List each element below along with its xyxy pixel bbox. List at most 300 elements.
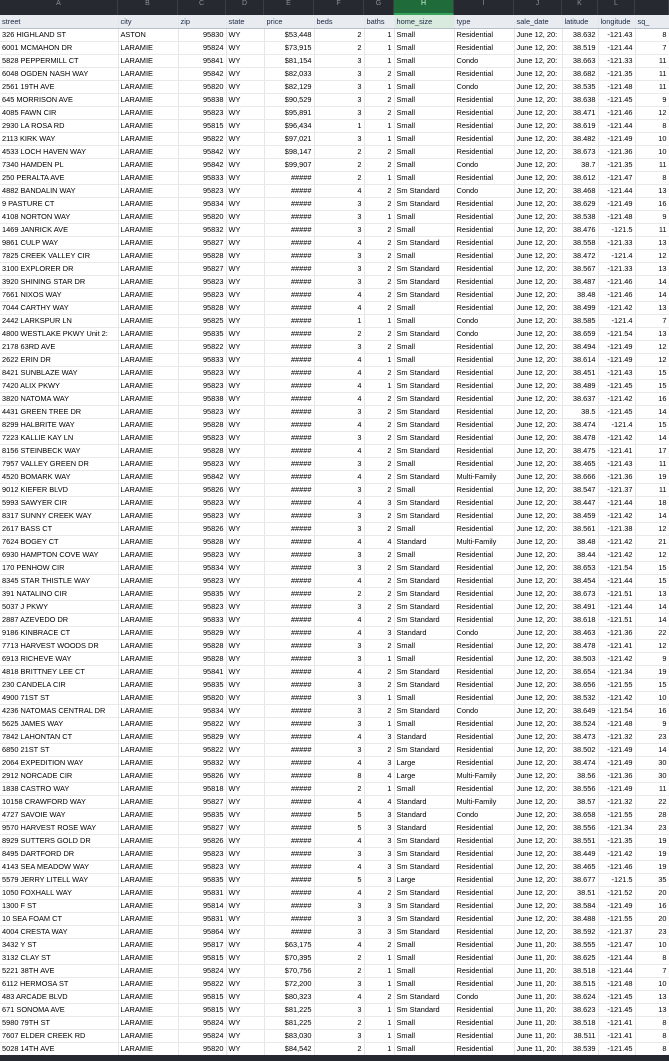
cell-home-size[interactable]: Sm Standard	[394, 392, 454, 405]
cell-zip[interactable]: 95824	[178, 1016, 226, 1029]
cell-street[interactable]: 4085 FAWN CIR	[0, 106, 118, 119]
cell-beds[interactable]: 2	[314, 28, 364, 41]
cell-baths[interactable]: 1	[364, 1016, 394, 1029]
cell-city[interactable]: LARAMIE	[118, 522, 178, 535]
cell-sale-date[interactable]: June 12, 20:	[514, 561, 562, 574]
cell-baths[interactable]: 1	[364, 28, 394, 41]
cell-zip[interactable]: 95831	[178, 886, 226, 899]
cell-type[interactable]: Condo	[454, 808, 514, 821]
cell-price[interactable]: $81,225	[264, 1016, 314, 1029]
cell-latitude[interactable]: 38.56	[562, 769, 598, 782]
cell-price[interactable]: #####	[264, 522, 314, 535]
cell-price[interactable]: $81,154	[264, 54, 314, 67]
cell-city[interactable]: LARAMIE	[118, 613, 178, 626]
cell-home-size[interactable]: Small	[394, 158, 454, 171]
cell-latitude[interactable]: 38.567	[562, 262, 598, 275]
cell-price[interactable]: #####	[264, 626, 314, 639]
cell-state[interactable]: WY	[226, 925, 264, 938]
cell-sale-date[interactable]: June 11, 20:	[514, 1016, 562, 1029]
header-cell-sale-date[interactable]: sale_date	[514, 15, 562, 28]
cell-sale-date[interactable]: June 12, 20:	[514, 106, 562, 119]
cell-street[interactable]: 2930 LA ROSA RD	[0, 119, 118, 132]
cell-latitude[interactable]: 38.682	[562, 67, 598, 80]
cell-sq-[interactable]: 12	[635, 522, 669, 535]
cell-price[interactable]: $97,021	[264, 132, 314, 145]
cell-zip[interactable]: 95823	[178, 275, 226, 288]
cell-type[interactable]: Condo	[454, 704, 514, 717]
cell-type[interactable]: Condo	[454, 314, 514, 327]
cell-street[interactable]: 8345 STAR THISTLE WAY	[0, 574, 118, 587]
cell-sale-date[interactable]: June 12, 20:	[514, 860, 562, 873]
cell-sale-date[interactable]: June 11, 20:	[514, 964, 562, 977]
cell-sale-date[interactable]: June 12, 20:	[514, 522, 562, 535]
cell-zip[interactable]: 95835	[178, 678, 226, 691]
cell-street[interactable]: 7420 ALIX PKWY	[0, 379, 118, 392]
cell-zip[interactable]: 95815	[178, 119, 226, 132]
column-letter-a[interactable]: A	[0, 0, 118, 15]
cell-latitude[interactable]: 38.558	[562, 236, 598, 249]
cell-type[interactable]: Multi-Family	[454, 470, 514, 483]
cell-latitude[interactable]: 38.502	[562, 743, 598, 756]
cell-longitude[interactable]: -121.4	[598, 314, 635, 327]
cell-city[interactable]: LARAMIE	[118, 301, 178, 314]
cell-type[interactable]: Residential	[454, 275, 514, 288]
cell-price[interactable]: #####	[264, 431, 314, 444]
column-letter-k[interactable]: K	[562, 0, 598, 15]
cell-city[interactable]: LARAMIE	[118, 639, 178, 652]
cell-state[interactable]: WY	[226, 548, 264, 561]
cell-home-size[interactable]: Sm Standard	[394, 899, 454, 912]
cell-beds[interactable]: 5	[314, 873, 364, 886]
cell-city[interactable]: LARAMIE	[118, 197, 178, 210]
cell-state[interactable]: WY	[226, 184, 264, 197]
cell-type[interactable]: Residential	[454, 951, 514, 964]
cell-state[interactable]: WY	[226, 223, 264, 236]
cell-street[interactable]: 8929 SUTTERS GOLD DR	[0, 834, 118, 847]
cell-state[interactable]: WY	[226, 431, 264, 444]
cell-sale-date[interactable]: June 12, 20:	[514, 613, 562, 626]
cell-state[interactable]: WY	[226, 626, 264, 639]
cell-home-size[interactable]: Sm Standard	[394, 574, 454, 587]
column-letter-overflow[interactable]	[635, 0, 669, 15]
cell-sq-[interactable]: 35	[635, 873, 669, 886]
cell-beds[interactable]: 2	[314, 587, 364, 600]
cell-city[interactable]: LARAMIE	[118, 54, 178, 67]
cell-beds[interactable]: 4	[314, 535, 364, 548]
cell-city[interactable]: LARAMIE	[118, 431, 178, 444]
cell-type[interactable]: Residential	[454, 509, 514, 522]
cell-state[interactable]: WY	[226, 366, 264, 379]
cell-sq-[interactable]: 12	[635, 340, 669, 353]
cell-baths[interactable]: 2	[364, 418, 394, 431]
cell-zip[interactable]: 95833	[178, 613, 226, 626]
cell-sale-date[interactable]: June 12, 20:	[514, 756, 562, 769]
cell-home-size[interactable]: Small	[394, 132, 454, 145]
cell-longitude[interactable]: -121.33	[598, 54, 635, 67]
cell-zip[interactable]: 95838	[178, 392, 226, 405]
cell-longitude[interactable]: -121.42	[598, 392, 635, 405]
cell-sale-date[interactable]: June 12, 20:	[514, 54, 562, 67]
cell-sale-date[interactable]: June 12, 20:	[514, 353, 562, 366]
cell-zip[interactable]: 95828	[178, 535, 226, 548]
cell-sale-date[interactable]: June 12, 20:	[514, 574, 562, 587]
cell-street[interactable]: 7223 KALLIE KAY LN	[0, 431, 118, 444]
cell-home-size[interactable]: Sm Standard	[394, 912, 454, 925]
cell-baths[interactable]: 2	[364, 509, 394, 522]
cell-price[interactable]: #####	[264, 756, 314, 769]
cell-sale-date[interactable]: June 12, 20:	[514, 223, 562, 236]
cell-baths[interactable]: 2	[364, 483, 394, 496]
cell-street[interactable]: 5625 JAMES WAY	[0, 717, 118, 730]
cell-longitude[interactable]: -121.44	[598, 41, 635, 54]
cell-sale-date[interactable]: June 12, 20:	[514, 197, 562, 210]
cell-latitude[interactable]: 38.472	[562, 249, 598, 262]
cell-sale-date[interactable]: June 12, 20:	[514, 236, 562, 249]
cell-longitude[interactable]: -121.43	[598, 366, 635, 379]
cell-zip[interactable]: 95823	[178, 366, 226, 379]
cell-type[interactable]: Condo	[454, 626, 514, 639]
cell-sq-[interactable]: 13	[635, 236, 669, 249]
cell-zip[interactable]: 95823	[178, 405, 226, 418]
cell-beds[interactable]: 3	[314, 1029, 364, 1042]
cell-longitude[interactable]: -121.49	[598, 782, 635, 795]
cell-home-size[interactable]: Sm Standard	[394, 262, 454, 275]
cell-type[interactable]: Residential	[454, 678, 514, 691]
cell-sale-date[interactable]: June 12, 20:	[514, 496, 562, 509]
cell-type[interactable]: Residential	[454, 457, 514, 470]
cell-longitude[interactable]: -121.54	[598, 561, 635, 574]
cell-state[interactable]: WY	[226, 106, 264, 119]
cell-price[interactable]: #####	[264, 418, 314, 431]
cell-baths[interactable]: 1	[364, 1029, 394, 1042]
cell-home-size[interactable]: Sm Standard	[394, 678, 454, 691]
cell-sale-date[interactable]: June 12, 20:	[514, 899, 562, 912]
cell-type[interactable]: Residential	[454, 93, 514, 106]
cell-price[interactable]: #####	[264, 743, 314, 756]
cell-state[interactable]: WY	[226, 41, 264, 54]
cell-beds[interactable]: 2	[314, 171, 364, 184]
cell-price[interactable]: #####	[264, 782, 314, 795]
cell-city[interactable]: LARAMIE	[118, 158, 178, 171]
cell-sale-date[interactable]: June 12, 20:	[514, 600, 562, 613]
cell-longitude[interactable]: -121.37	[598, 483, 635, 496]
cell-latitude[interactable]: 38.474	[562, 756, 598, 769]
cell-beds[interactable]: 2	[314, 782, 364, 795]
cell-street[interactable]: 10 SEA FOAM CT	[0, 912, 118, 925]
cell-sq-[interactable]: 10	[635, 145, 669, 158]
cell-type[interactable]: Residential	[454, 847, 514, 860]
cell-longitude[interactable]: -121.36	[598, 769, 635, 782]
cell-latitude[interactable]: 38.524	[562, 717, 598, 730]
header-cell-price[interactable]: price	[264, 15, 314, 28]
cell-city[interactable]: LARAMIE	[118, 275, 178, 288]
cell-state[interactable]: WY	[226, 67, 264, 80]
cell-street[interactable]: 4431 GREEN TREE DR	[0, 405, 118, 418]
cell-home-size[interactable]: Small	[394, 964, 454, 977]
cell-type[interactable]: Residential	[454, 691, 514, 704]
cell-baths[interactable]: 1	[364, 1003, 394, 1016]
cell-latitude[interactable]: 38.535	[562, 80, 598, 93]
cell-beds[interactable]: 3	[314, 1003, 364, 1016]
cell-longitude[interactable]: -121.44	[598, 496, 635, 509]
cell-city[interactable]: LARAMIE	[118, 93, 178, 106]
cell-baths[interactable]: 2	[364, 340, 394, 353]
cell-home-size[interactable]: Small	[394, 145, 454, 158]
cell-zip[interactable]: 95822	[178, 977, 226, 990]
cell-latitude[interactable]: 38.463	[562, 626, 598, 639]
cell-price[interactable]: #####	[264, 587, 314, 600]
cell-zip[interactable]: 95827	[178, 795, 226, 808]
cell-city[interactable]: LARAMIE	[118, 535, 178, 548]
cell-sale-date[interactable]: June 12, 20:	[514, 301, 562, 314]
cell-latitude[interactable]: 38.473	[562, 730, 598, 743]
cell-sq-[interactable]: 8	[635, 1029, 669, 1042]
cell-sale-date[interactable]: June 12, 20:	[514, 639, 562, 652]
cell-longitude[interactable]: -121.44	[598, 951, 635, 964]
cell-state[interactable]: WY	[226, 93, 264, 106]
cell-type[interactable]: Residential	[454, 613, 514, 626]
cell-sale-date[interactable]: June 12, 20:	[514, 171, 562, 184]
cell-type[interactable]: Residential	[454, 1029, 514, 1042]
cell-sale-date[interactable]: June 12, 20:	[514, 67, 562, 80]
cell-sq-[interactable]: 19	[635, 847, 669, 860]
cell-street[interactable]: 4236 NATOMAS CENTRAL DR	[0, 704, 118, 717]
cell-beds[interactable]: 3	[314, 262, 364, 275]
cell-latitude[interactable]: 38.51	[562, 886, 598, 899]
cell-baths[interactable]: 2	[364, 561, 394, 574]
cell-city[interactable]: LARAMIE	[118, 405, 178, 418]
cell-type[interactable]: Residential	[454, 223, 514, 236]
cell-type[interactable]: Residential	[454, 197, 514, 210]
cell-beds[interactable]: 4	[314, 834, 364, 847]
cell-beds[interactable]: 3	[314, 197, 364, 210]
cell-price[interactable]: #####	[264, 639, 314, 652]
cell-type[interactable]: Condo	[454, 327, 514, 340]
cell-longitude[interactable]: -121.44	[598, 600, 635, 613]
cell-street[interactable]: 4143 SEA MEADOW WAY	[0, 860, 118, 873]
cell-type[interactable]: Residential	[454, 301, 514, 314]
cell-sale-date[interactable]: June 12, 20:	[514, 145, 562, 158]
cell-latitude[interactable]: 38.499	[562, 301, 598, 314]
cell-sq-[interactable]: 13	[635, 262, 669, 275]
cell-baths[interactable]: 3	[364, 730, 394, 743]
cell-type[interactable]: Residential	[454, 561, 514, 574]
cell-home-size[interactable]: Sm Standard	[394, 236, 454, 249]
cell-street[interactable]: 2113 KIRK WAY	[0, 132, 118, 145]
cell-longitude[interactable]: -121.48	[598, 717, 635, 730]
cell-latitude[interactable]: 38.482	[562, 132, 598, 145]
cell-sq-[interactable]: 10	[635, 938, 669, 951]
cell-baths[interactable]: 2	[364, 704, 394, 717]
cell-type[interactable]: Residential	[454, 379, 514, 392]
cell-zip[interactable]: 95820	[178, 1042, 226, 1055]
cell-sale-date[interactable]: June 11, 20:	[514, 1042, 562, 1055]
cell-type[interactable]: Residential	[454, 821, 514, 834]
header-cell-city[interactable]: city	[118, 15, 178, 28]
cell-street[interactable]: 3920 SHINING STAR DR	[0, 275, 118, 288]
cell-street[interactable]: 9186 KINBRACE CT	[0, 626, 118, 639]
cell-latitude[interactable]: 38.561	[562, 522, 598, 535]
cell-type[interactable]: Residential	[454, 418, 514, 431]
cell-baths[interactable]: 4	[364, 769, 394, 782]
cell-longitude[interactable]: -121.55	[598, 678, 635, 691]
cell-beds[interactable]: 3	[314, 561, 364, 574]
cell-home-size[interactable]: Sm Standard	[394, 496, 454, 509]
cell-latitude[interactable]: 38.556	[562, 821, 598, 834]
cell-price[interactable]: #####	[264, 834, 314, 847]
cell-home-size[interactable]: Small	[394, 80, 454, 93]
cell-state[interactable]: WY	[226, 379, 264, 392]
cell-sq-[interactable]: 16	[635, 704, 669, 717]
cell-sq-[interactable]: 23	[635, 925, 669, 938]
cell-price[interactable]: $99,907	[264, 158, 314, 171]
cell-zip[interactable]: 95815	[178, 990, 226, 1003]
cell-beds[interactable]: 3	[314, 483, 364, 496]
cell-street[interactable]: 4900 71ST ST	[0, 691, 118, 704]
cell-state[interactable]: WY	[226, 275, 264, 288]
cell-state[interactable]: WY	[226, 197, 264, 210]
cell-baths[interactable]: 1	[364, 717, 394, 730]
cell-latitude[interactable]: 38.476	[562, 223, 598, 236]
cell-beds[interactable]: 3	[314, 522, 364, 535]
cell-sq-[interactable]: 15	[635, 366, 669, 379]
cell-longitude[interactable]: -121.36	[598, 470, 635, 483]
cell-state[interactable]: WY	[226, 665, 264, 678]
cell-city[interactable]: LARAMIE	[118, 561, 178, 574]
cell-latitude[interactable]: 38.465	[562, 860, 598, 873]
cell-home-size[interactable]: Small	[394, 691, 454, 704]
cell-type[interactable]: Residential	[454, 483, 514, 496]
cell-beds[interactable]: 1	[314, 119, 364, 132]
cell-longitude[interactable]: -121.5	[598, 873, 635, 886]
cell-beds[interactable]: 4	[314, 574, 364, 587]
cell-type[interactable]: Residential	[454, 444, 514, 457]
cell-type[interactable]: Residential	[454, 288, 514, 301]
cell-latitude[interactable]: 38.518	[562, 1016, 598, 1029]
cell-home-size[interactable]: Sm Standard	[394, 184, 454, 197]
cell-beds[interactable]: 4	[314, 795, 364, 808]
cell-baths[interactable]: 3	[364, 860, 394, 873]
cell-longitude[interactable]: -121.47	[598, 938, 635, 951]
cell-longitude[interactable]: -121.51	[598, 613, 635, 626]
cell-city[interactable]: LARAMIE	[118, 769, 178, 782]
cell-sale-date[interactable]: June 12, 20:	[514, 873, 562, 886]
cell-state[interactable]: WY	[226, 28, 264, 41]
cell-sq-[interactable]: 11	[635, 782, 669, 795]
cell-zip[interactable]: 95823	[178, 184, 226, 197]
cell-longitude[interactable]: -121.55	[598, 808, 635, 821]
cell-zip[interactable]: 95822	[178, 340, 226, 353]
cell-beds[interactable]: 4	[314, 392, 364, 405]
cell-baths[interactable]: 1	[364, 1042, 394, 1055]
cell-latitude[interactable]: 38.547	[562, 483, 598, 496]
cell-state[interactable]: WY	[226, 899, 264, 912]
cell-price[interactable]: #####	[264, 210, 314, 223]
cell-street[interactable]: 6850 21ST ST	[0, 743, 118, 756]
cell-sale-date[interactable]: June 12, 20:	[514, 509, 562, 522]
cell-city[interactable]: LARAMIE	[118, 821, 178, 834]
cell-state[interactable]: WY	[226, 249, 264, 262]
cell-longitude[interactable]: -121.44	[598, 964, 635, 977]
cell-sq-[interactable]: 8	[635, 119, 669, 132]
cell-baths[interactable]: 2	[364, 639, 394, 652]
cell-city[interactable]: LARAMIE	[118, 262, 178, 275]
cell-price[interactable]: #####	[264, 301, 314, 314]
cell-baths[interactable]: 2	[364, 470, 394, 483]
cell-sale-date[interactable]: June 12, 20:	[514, 405, 562, 418]
cell-sale-date[interactable]: June 11, 20:	[514, 951, 562, 964]
cell-sale-date[interactable]: June 12, 20:	[514, 483, 562, 496]
cell-state[interactable]: WY	[226, 353, 264, 366]
cell-city[interactable]: LARAMIE	[118, 951, 178, 964]
cell-street[interactable]: 1050 FOXHALL WAY	[0, 886, 118, 899]
cell-home-size[interactable]: Small	[394, 639, 454, 652]
cell-state[interactable]: WY	[226, 938, 264, 951]
cell-street[interactable]: 8495 DARTFORD DR	[0, 847, 118, 860]
cell-sq-[interactable]: 9	[635, 717, 669, 730]
cell-home-size[interactable]: Sm Standard	[394, 431, 454, 444]
cell-price[interactable]: $73,915	[264, 41, 314, 54]
cell-sale-date[interactable]: June 11, 20:	[514, 977, 562, 990]
cell-latitude[interactable]: 38.666	[562, 470, 598, 483]
cell-longitude[interactable]: -121.41	[598, 1029, 635, 1042]
cell-sale-date[interactable]: June 12, 20:	[514, 470, 562, 483]
cell-zip[interactable]: 95815	[178, 1003, 226, 1016]
cell-state[interactable]: WY	[226, 145, 264, 158]
cell-baths[interactable]: 2	[364, 67, 394, 80]
cell-beds[interactable]: 3	[314, 678, 364, 691]
cell-sale-date[interactable]: June 12, 20:	[514, 782, 562, 795]
cell-price[interactable]: #####	[264, 717, 314, 730]
cell-state[interactable]: WY	[226, 54, 264, 67]
cell-beds[interactable]: 3	[314, 600, 364, 613]
cell-home-size[interactable]: Small	[394, 210, 454, 223]
header-cell-latitude[interactable]: latitude	[562, 15, 598, 28]
cell-zip[interactable]: 95828	[178, 652, 226, 665]
cell-city[interactable]: LARAMIE	[118, 717, 178, 730]
cell-zip[interactable]: 95818	[178, 782, 226, 795]
cell-longitude[interactable]: -121.49	[598, 899, 635, 912]
cell-sq-[interactable]: 18	[635, 496, 669, 509]
column-letter-e[interactable]: E	[264, 0, 314, 15]
cell-street[interactable]: 7340 HAMDEN PL	[0, 158, 118, 171]
cell-beds[interactable]: 4	[314, 860, 364, 873]
cell-longitude[interactable]: -121.36	[598, 626, 635, 639]
cell-street[interactable]: 4520 BOMARK WAY	[0, 470, 118, 483]
cell-price[interactable]: #####	[264, 314, 314, 327]
cell-street[interactable]: 10158 CRAWFORD WAY	[0, 795, 118, 808]
cell-street[interactable]: 4108 NORTON WAY	[0, 210, 118, 223]
cell-street[interactable]: 170 PENHOW CIR	[0, 561, 118, 574]
cell-latitude[interactable]: 38.629	[562, 197, 598, 210]
cell-latitude[interactable]: 38.494	[562, 340, 598, 353]
cell-baths[interactable]: 2	[364, 600, 394, 613]
cell-home-size[interactable]: Small	[394, 119, 454, 132]
cell-type[interactable]: Condo	[454, 80, 514, 93]
cell-latitude[interactable]: 38.625	[562, 951, 598, 964]
cell-sq-[interactable]: 28	[635, 808, 669, 821]
cell-street[interactable]: 8299 HALBRITE WAY	[0, 418, 118, 431]
cell-price[interactable]: #####	[264, 236, 314, 249]
cell-baths[interactable]: 3	[364, 847, 394, 860]
cell-home-size[interactable]: Sm Standard	[394, 925, 454, 938]
cell-home-size[interactable]: Sm Standard	[394, 444, 454, 457]
cell-price[interactable]: #####	[264, 860, 314, 873]
cell-sq-[interactable]: 11	[635, 54, 669, 67]
cell-beds[interactable]: 3	[314, 54, 364, 67]
cell-baths[interactable]: 2	[364, 392, 394, 405]
cell-street[interactable]: 4004 CRESTA WAY	[0, 925, 118, 938]
